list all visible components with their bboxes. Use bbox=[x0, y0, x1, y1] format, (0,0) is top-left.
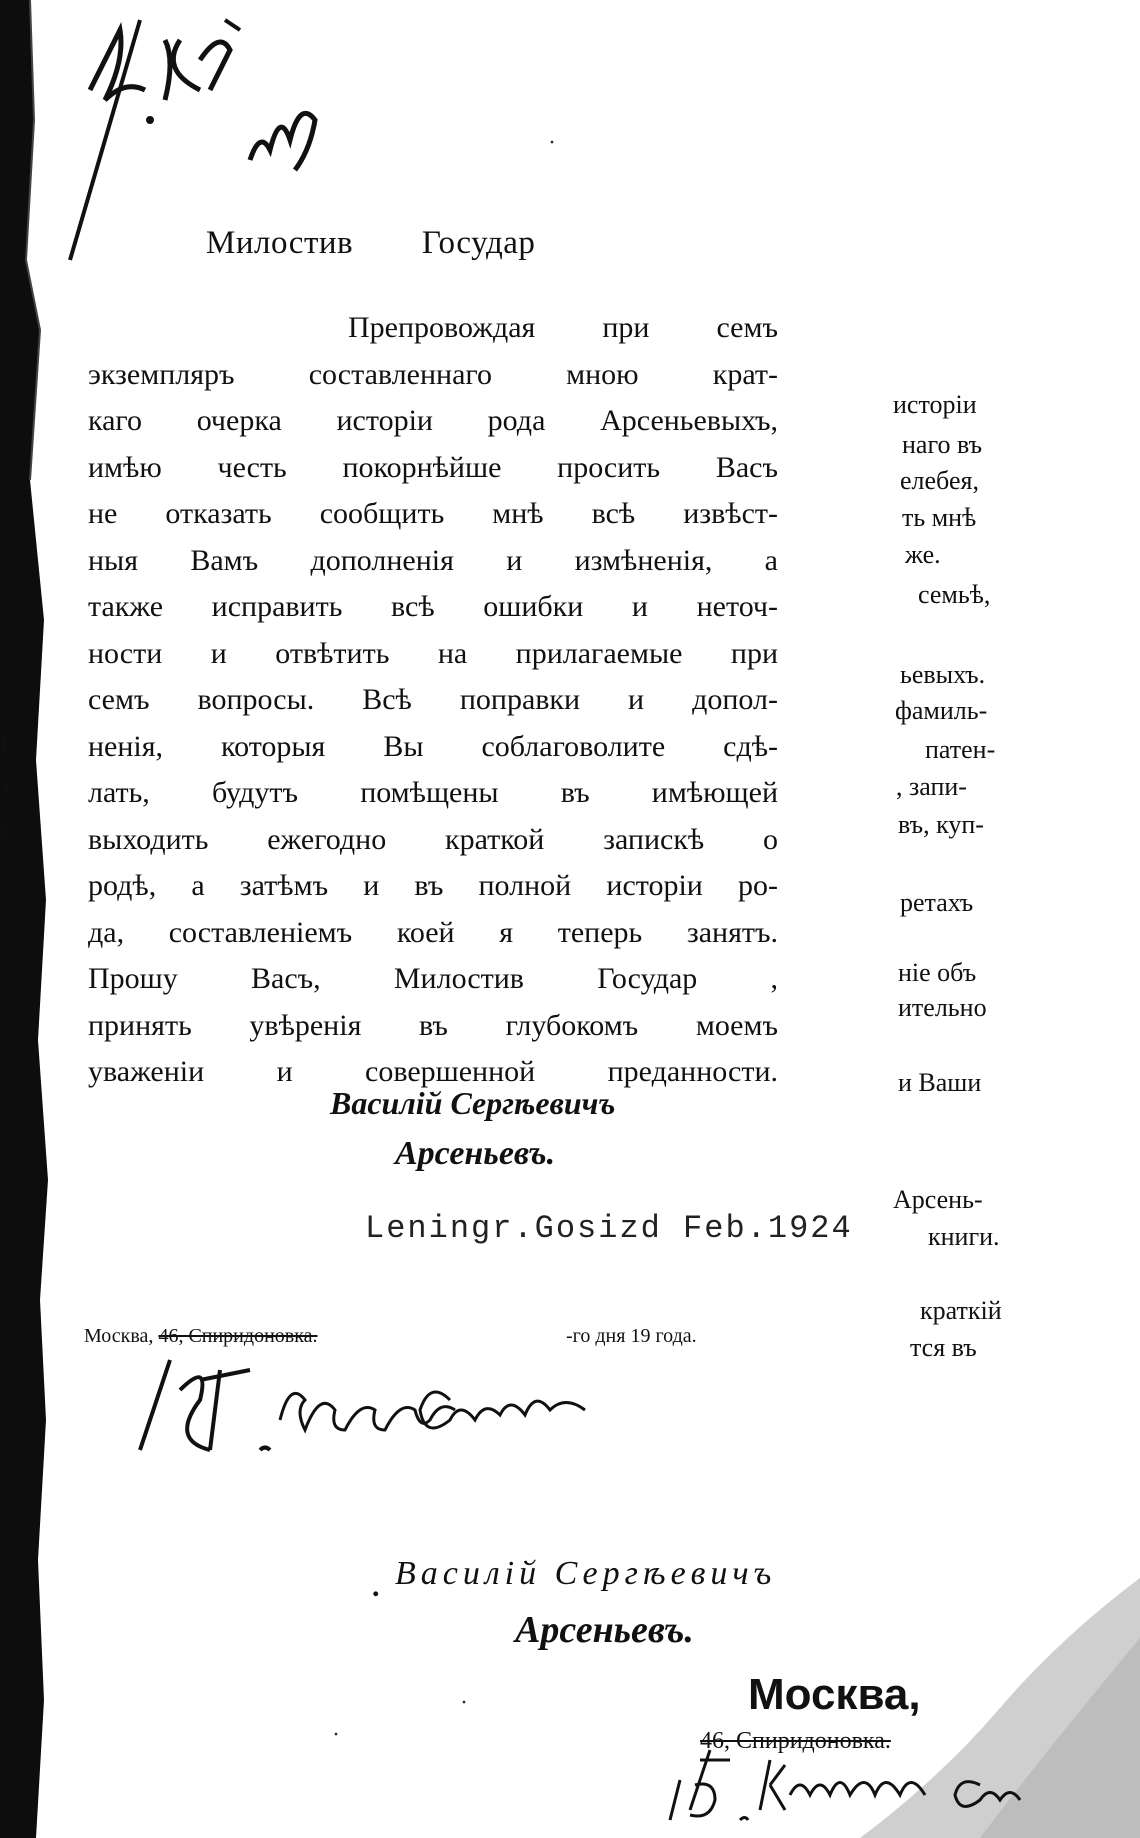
adjacent-text: патен- bbox=[925, 735, 996, 764]
letter-line: также исправить всѣ ошибки и неточ- bbox=[88, 590, 778, 623]
adjacent-text: ть мнѣ bbox=[902, 503, 977, 532]
address-street-struck-big: 46, Спиридоновка. bbox=[700, 1728, 891, 1754]
signature-name: Василій Сергѣевичъ bbox=[330, 1085, 616, 1121]
adjacent-text: исторіи bbox=[893, 390, 977, 419]
adjacent-text: семьѣ, bbox=[918, 580, 991, 609]
letter-line: выходить ежегодно краткой запискѣ о bbox=[88, 822, 778, 856]
signature-surname: Арсеньевъ. bbox=[395, 1135, 556, 1172]
letter-line: каго очерка исторіи рода Арсеньевыхъ, bbox=[88, 404, 778, 437]
adjacent-text: елебея, bbox=[900, 466, 979, 495]
letter-line: принять увѣренія въ глубокомъ моемъ bbox=[88, 1008, 778, 1042]
salutation: Милостив Государ bbox=[206, 225, 536, 261]
page-torn-edge bbox=[0, 0, 48, 1838]
left-mark: т bbox=[0, 732, 9, 752]
signature-name-2: Василій Сергѣевичъ bbox=[395, 1555, 777, 1592]
library-stamp: Leningr.Gosizd Feb.1924 bbox=[365, 1210, 853, 1247]
adjacent-text: и Ваши bbox=[898, 1068, 982, 1097]
adjacent-text: ніе объ bbox=[898, 958, 977, 987]
stray-mark: · bbox=[460, 1690, 468, 1716]
adjacent-text: же. bbox=[905, 540, 941, 569]
letter-line: ненія, которыя Вы соблаговолите сдѣ- bbox=[88, 729, 778, 763]
adjacent-text: ретахъ bbox=[900, 888, 974, 917]
letter-line: экземпляръ составленнаго мною крат- bbox=[88, 357, 778, 391]
letter-line: Прошу Васъ, Милостив Государ , bbox=[88, 962, 778, 995]
stray-mark: · bbox=[332, 1722, 340, 1748]
address-street-struck: 46, Спиридоновка. bbox=[158, 1325, 318, 1347]
adjacent-text: , запи- bbox=[896, 772, 967, 801]
adjacent-text: ьевыхъ. bbox=[900, 660, 986, 689]
letter-line: ныя Вамъ дополненія и измѣненія, а bbox=[88, 543, 778, 577]
adjacent-text: тся въ bbox=[910, 1333, 977, 1362]
adjacent-text: краткій bbox=[920, 1296, 1002, 1325]
letter-body bbox=[88, 305, 778, 1096]
adjacent-text: книги. bbox=[928, 1222, 1000, 1251]
letter-line: ности и отвѣтить на прилагаемые при bbox=[88, 636, 778, 670]
letter-line: родѣ, а затѣмъ и въ полной исторіи ро- bbox=[88, 869, 778, 902]
letter-line: имѣю честь покорнѣйше просить Васъ bbox=[88, 450, 778, 484]
left-bleed-marks bbox=[0, 720, 20, 852]
letter-line: уваженіи и совершенной преданности. bbox=[88, 1055, 778, 1088]
left-mark: г bbox=[0, 820, 9, 840]
left-mark: а, bbox=[0, 776, 14, 796]
adjacent-text: ительно bbox=[898, 993, 987, 1022]
letter-line: семъ вопросы. Всѣ поправки и допол- bbox=[88, 683, 778, 716]
adjacent-text: Арсень- bbox=[893, 1185, 983, 1214]
adjacent-text: наго въ bbox=[902, 430, 983, 459]
signature-surname-2: Арсеньевъ. bbox=[515, 1609, 694, 1651]
signature-dot: . bbox=[372, 1570, 380, 1603]
letter-line: Препровождая при семъ bbox=[348, 311, 778, 344]
date-line: -го дня 19 года. bbox=[566, 1325, 697, 1347]
adjacent-text: фамиль- bbox=[895, 696, 988, 725]
letter-line: не отказать сообщить мнѣ всѣ извѣст- bbox=[88, 497, 778, 530]
handwritten-address-2 bbox=[650, 1740, 1070, 1838]
address-city: Москва, bbox=[84, 1325, 154, 1347]
adjacent-text: въ, куп- bbox=[898, 810, 984, 839]
stray-mark: · bbox=[548, 130, 556, 156]
handwritten-address bbox=[120, 1340, 640, 1470]
letter-line: да, составленіемъ коей я теперь занятъ. bbox=[88, 915, 778, 949]
sender-city-big: Москва, bbox=[748, 1670, 921, 1719]
letter-line: лать, будутъ помѣщены въ имѣющей bbox=[88, 776, 778, 809]
